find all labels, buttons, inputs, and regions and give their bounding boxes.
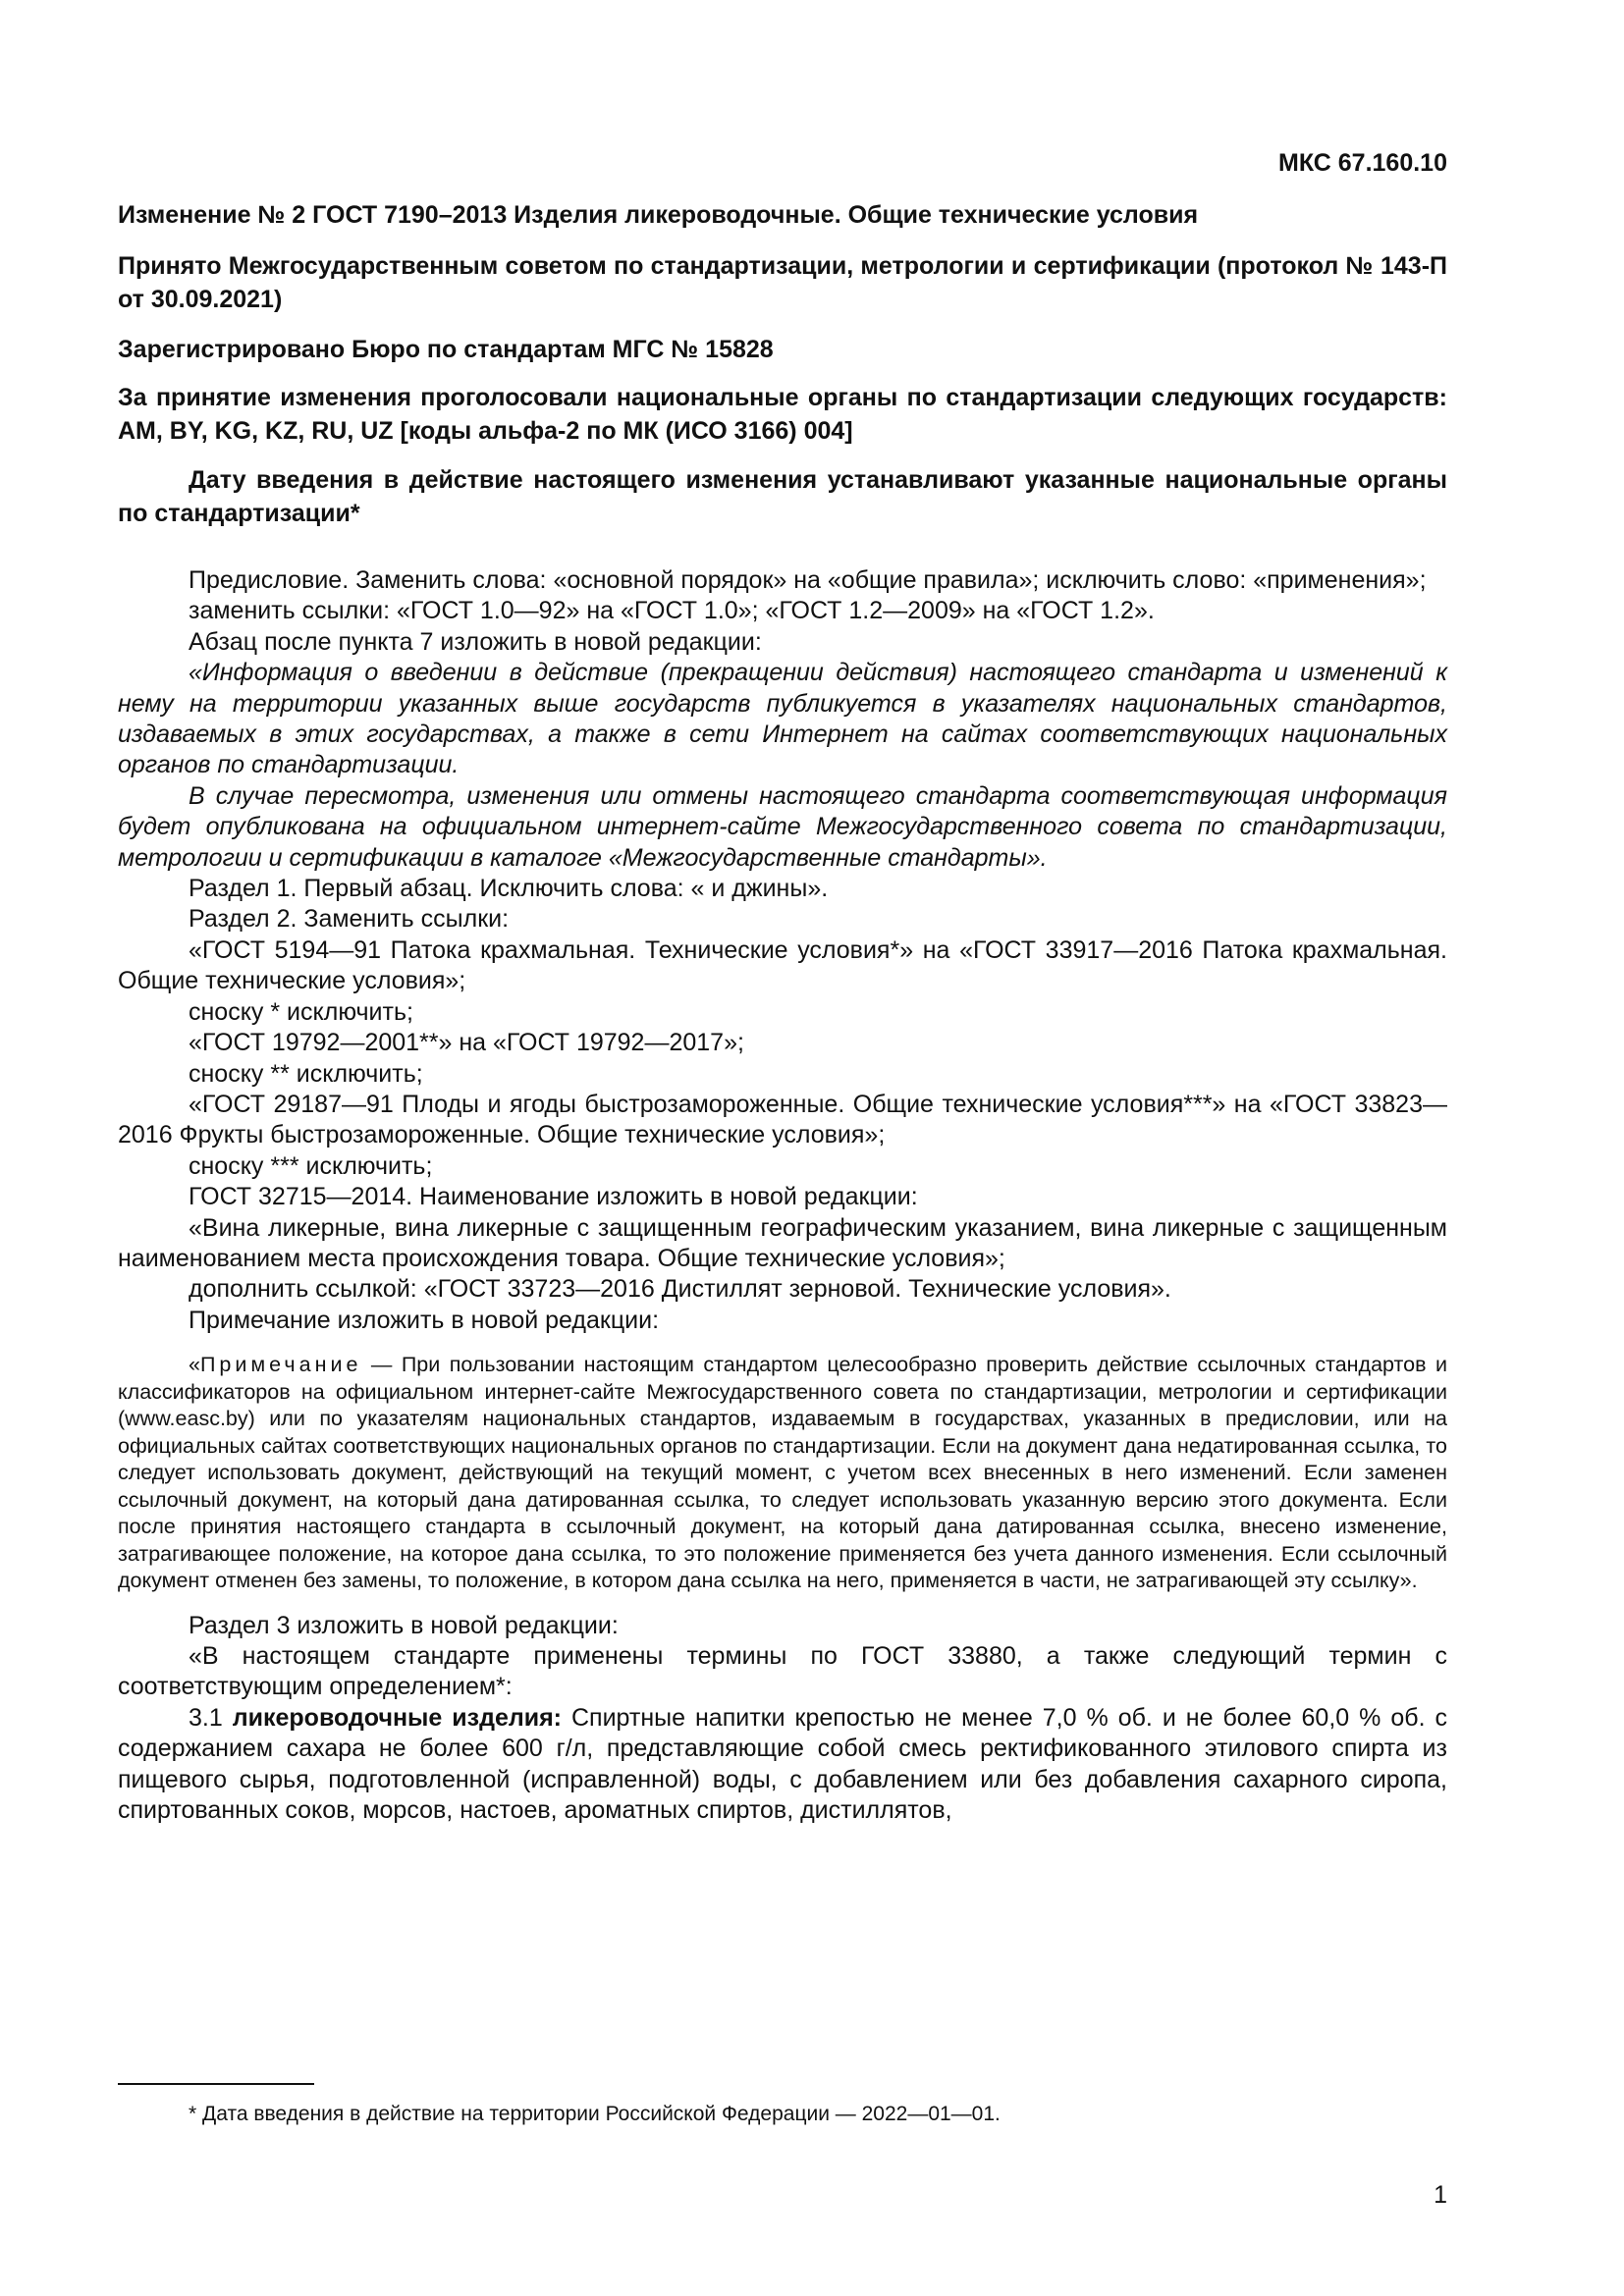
paragraph: «ГОСТ 5194—91 Патока крахмальная. Технические условия*» на «ГОСТ 33917—2016 Патока крахмальная. Общие технические условия»; <box>118 935 1447 995</box>
term-name: ликероводочные изделия: <box>232 1703 563 1732</box>
term-definition <box>118 1703 1447 1827</box>
paragraph-italic: В случае пересмотра, изменения или отмены настоящего стандарта соответствующая информация будет опубликована на официальном интернет-сайте Межгосударственного совета по стандартизации, метрологии и сертификации в каталоге «Межгосударственные стандарты». <box>118 781 1447 872</box>
paragraph-italic: «Информация о введении в действие (прекращении действия) настоящего стандарта и изменений к нему на территории указанных выше государств публикуется в указателях национальных стандартов, издаваемых в этих государствах, а также в сети Интернет на сайтах соответствующих национальных органов по стандартизации. <box>118 659 1447 779</box>
paragraph: «ГОСТ 29187—91 Плоды и ягоды быстрозамороженные. Общие технические условия***» на «ГОСТ 33823—2016 Фрукты быстрозамороженные. Общие технические условия»; <box>118 1090 1447 1149</box>
amendment-body <box>118 565 1447 1827</box>
note-open-quote: « <box>189 1353 200 1377</box>
paragraph: сноску * исключить; <box>189 997 413 1026</box>
page-number: 1 <box>1434 2181 1447 2209</box>
paragraph: сноску ** исключить; <box>189 1059 423 1088</box>
term-number: 3.1 <box>189 1703 233 1732</box>
note-text: — При пользовании настоящим стандартом целесообразно проверить действие ссылочных стандартов и классификаторов на официальном интернет-сайте Межгосударственного совета по стандартизации, метрологии и сертификации (www.easc.by) или по указателям национальных стандартов, издаваемым в государствах, указанных в предисловии, или на официальных сайтах соответствующих национальных органов по стандартизации. Если на документ дана недатированная ссылка, то следует использовать документ, действующий на текущий момент, с учетом всех внесенных в него изменений. Если заменен ссылочный документ, на который дана датированная ссылка, то следует использовать указанную версию этого документа. Если после принятия настоящего стандарта в ссылочный документ, на который дана датированная ссылка, внесено изменение, затрагивающее положение, на которое дана ссылка, то это положение применяется без учета данного изменения. Если ссылочный документ отменен без замены, то положение, в котором дана ссылка на него, применяется в части, не затрагивающей эту ссылку». <box>118 1353 1447 1593</box>
paragraph: «ГОСТ 19792—2001**» на «ГОСТ 19792—2017»; <box>189 1029 744 1057</box>
note-block <box>118 1352 1447 1595</box>
paragraph: дополнить ссылкой: «ГОСТ 33723—2016 Дистиллят зерновой. Технические условия». <box>189 1275 1171 1304</box>
adopted-statement: Принято Межгосударственным советом по стандартизации, метрологии и сертификации (протокол № 143-П от 30.09.2021) <box>118 252 1447 313</box>
mks-code: МКС 67.160.10 <box>1278 149 1447 177</box>
document-title: Изменение № 2 ГОСТ 7190–2013 Изделия ликероводочные. Общие технические условия <box>118 201 1199 229</box>
note-label: Примечание <box>199 1353 362 1377</box>
paragraph: заменить ссылки: «ГОСТ 1.0—92» на «ГОСТ 1.0»; «ГОСТ 1.2—2009» на «ГОСТ 1.2». <box>189 597 1155 625</box>
effective-date-statement: Дату введения в действие настоящего изменения устанавливают указанные национальные органы по стандартизации* <box>118 466 1447 527</box>
paragraph: «В настоящем стандарте применены термины по ГОСТ 33880, а также следующий термин с соответствующим определением*: <box>118 1642 1447 1701</box>
paragraph: Раздел 2. Заменить ссылки: <box>189 905 510 934</box>
paragraph: «Вина ликерные, вина ликерные с защищенным географическим указанием, вина ликерные с защищенным наименованием места происхождения товара. Общие технические условия»; <box>118 1213 1447 1272</box>
paragraph: Примечание изложить в новой редакции: <box>189 1306 660 1334</box>
paragraph: ГОСТ 32715—2014. Наименование изложить в новой редакции: <box>189 1183 918 1211</box>
paragraph: Предисловие. Заменить слова: «основной порядок» на «общие правила»; исключить слово: «применения»; <box>189 566 1427 594</box>
footnote: * Дата введения в действие на территории Российской Федерации — 2022—01—01. <box>189 2103 1001 2125</box>
paragraph: Раздел 3 изложить в новой редакции: <box>189 1611 619 1639</box>
voting-statement: За принятие изменения проголосовали национальные органы по стандартизации следующих государств: AM, BY, KG, KZ, RU, UZ [коды альфа-2 по МК (ИСО 3166) 004] <box>118 384 1447 445</box>
paragraph: Абзац после пункта 7 изложить в новой редакции: <box>189 627 762 656</box>
paragraph: Раздел 1. Первый абзац. Исключить слова: « и джины». <box>189 875 829 903</box>
registration-statement: Зарегистрировано Бюро по стандартам МГС № 15828 <box>118 336 774 363</box>
term-text: Спиртные напитки крепостью не менее 7,0 % об. и не более 60,0 % об. с содержанием сахара не более 600 г/л, представляющие собой смесь ректификованного этилового спирта из пищевого сырья, подготовленной (исправленной) воды, с добавлением или без добавления сахарного сиропа, спиртованных соков, морсов, настоев, ароматных спиртов, дистиллятов, <box>118 1703 1447 1825</box>
footnote-divider <box>118 2083 314 2085</box>
paragraph: сноску *** исключить; <box>189 1151 433 1180</box>
